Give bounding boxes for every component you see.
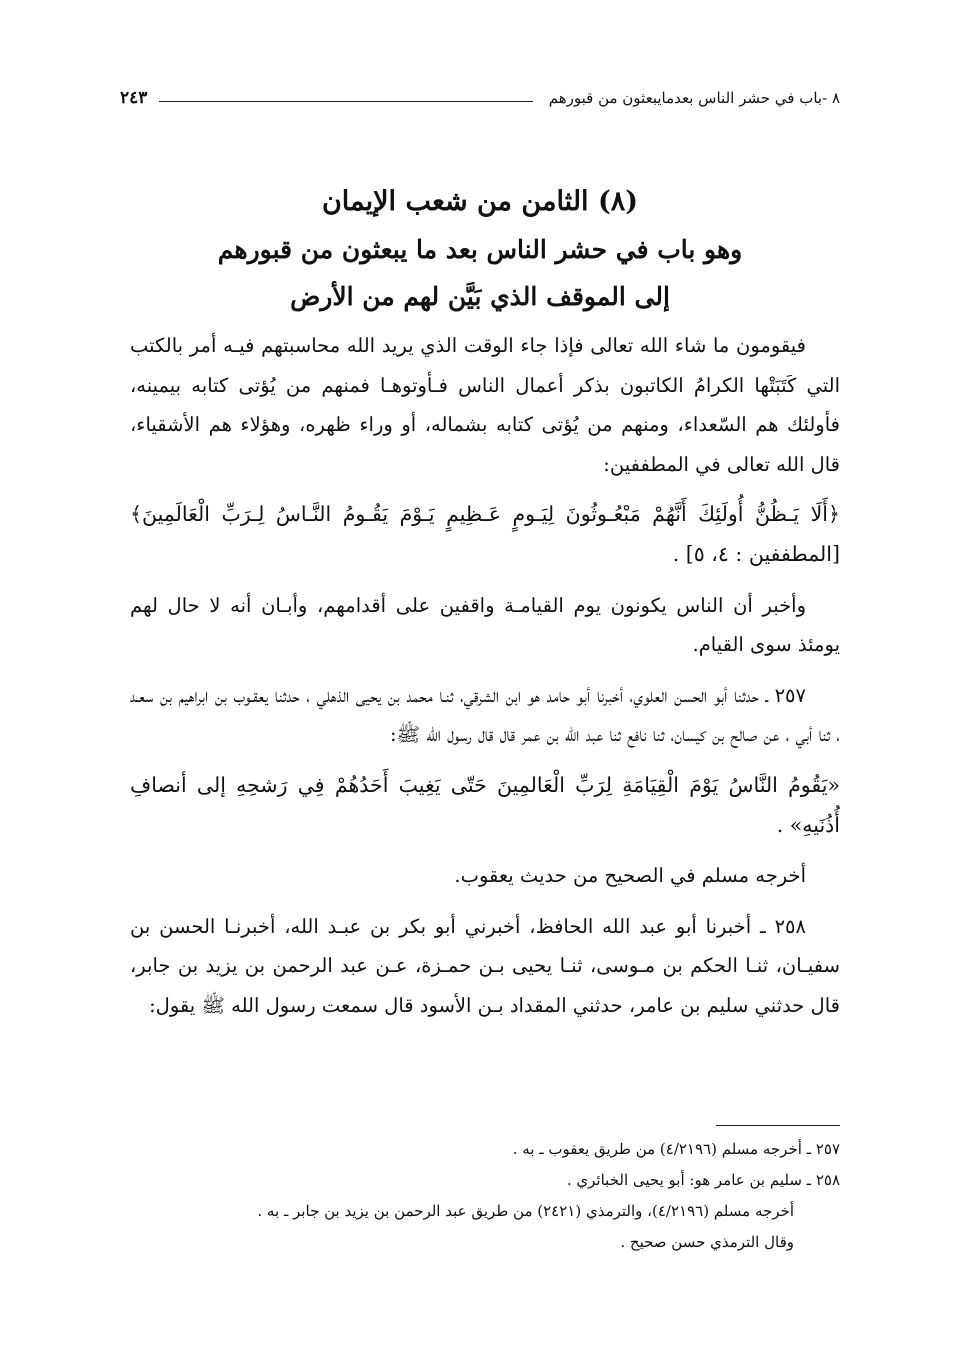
chapter-subtitle-line-2: إلى الموقف الذي بَيَّن لهم من الأرض (290, 282, 670, 311)
quran-quote: ﴿أَلَا يَـظُنُّ أُولَئِكَ أَنَّهُمْ مَبْعُـوثُونَ لِيَـومٍ عَـظِيمٍ يَـوْمَ يَقُـومُ النَّـاسُ لِـرَبِّ الْعَالَمِينَ﴾ [المطففين : ٤، ٥] . (130, 502, 840, 566)
body-text (130, 326, 840, 1037)
footnote-257: ٢٥٧ ـ أخرجه مسلم (٤/٢١٩٦) من طريق يعقوب ـ به . (512, 1140, 840, 1158)
paragraph-standing: وأخبر أن الناس يكونون يوم القيامـة واقفين على أقدامهم، وأبـان أنه لا حال لهم يومئذ سوى القيام. (130, 593, 840, 657)
chapter-subtitle-line-1: وهو باب في حشر الناس بعد ما يبعثون من قبورهم (217, 235, 743, 264)
running-header (120, 84, 840, 112)
hadith-257-source: أخرجه مسلم في الصحيح من حديث يعقوب. (454, 864, 806, 888)
hadith-257-text: «يَقُومُ النَّاسُ يَوْمَ الْقِيَامَةِ لِرَبِّ الْعَالمِينَ حَتّى يَغِيبَ أَحَدُهُمْ فِي رَشحِهِ إلى أنصافِ أُذُنَيهِ» . (130, 772, 840, 837)
footnote-258-grading: وقال الترمذي حسن صحيح . (620, 1233, 794, 1251)
chapter-title: (٨) الثامن من شعب الإيمان (321, 186, 639, 217)
footnote-258: ٢٥٨ ـ سليم بن عامر هو: أبو يحيى الخبائري . (566, 1171, 840, 1189)
running-title: ٨ -باب في حشر الناس بعدمايبعثون من قبورهم (548, 89, 840, 107)
chapter-heading (120, 178, 840, 320)
header-rule (159, 101, 532, 102)
footnote-rule (716, 1125, 840, 1126)
footnote-258-source: أخرجه مسلم (٤/٢١٩٦)، والترمذي (٢٤٢١) من طريق عبد الرحمن بن يزيد بن جابر ـ به . (257, 1202, 794, 1220)
hadith-257-chain: ٢٥٧ ـ حدثنا أبو الحسن العلوي، أخبرنا أبو حامد هو ابن الشرقي، ثنـا محمد بن يحيى الذهلي ، حدثنا يعقـوب بن ابراهيم بن سعـد ، ثنا أبي ، عن صالح بن كيسان، ثنا نافع ثنا عبد الله بن عمر قال قال رسول الله ﷺ: (130, 683, 840, 747)
hadith-258-chain: ٢٥٨ ـ أخبرنا أبو عبد الله الحافظ، أخبرني أبو بكر بن عبـد الله، أخبرنـا الحسن بن سفيـان، ثنـا الحكم بن مـوسى، ثنـا يحيى بـن حمـزة، عـن عبد الرحمن بن يزيد بن جابر، قال حدثني سليم بن عامر، حدثني المقداد بـن الأسود قال سمعت رسول الله ﷺ يقول: (130, 914, 840, 1017)
footnotes (150, 1134, 840, 1258)
page-number: ٢٤٣ (120, 88, 148, 108)
paragraph-intro: فيقومون ما شاء الله تعالى فإذا جاء الوقت الذي يريد الله محاسبتهم فيـه أمر بالكتب التي كَتَبَتْها الكرامُ الكاتبون بذكر أعمال الناس فـأوتوهـا فمنهم من يُؤتى كتابه بيمينه، فأولئك هم السّعداء، ومنهم من يُؤتى كتابه بشماله، أو وراء ظهره، وهؤلاء هم الأشقياء، قال الله تعالى في المطففين: (130, 334, 840, 476)
